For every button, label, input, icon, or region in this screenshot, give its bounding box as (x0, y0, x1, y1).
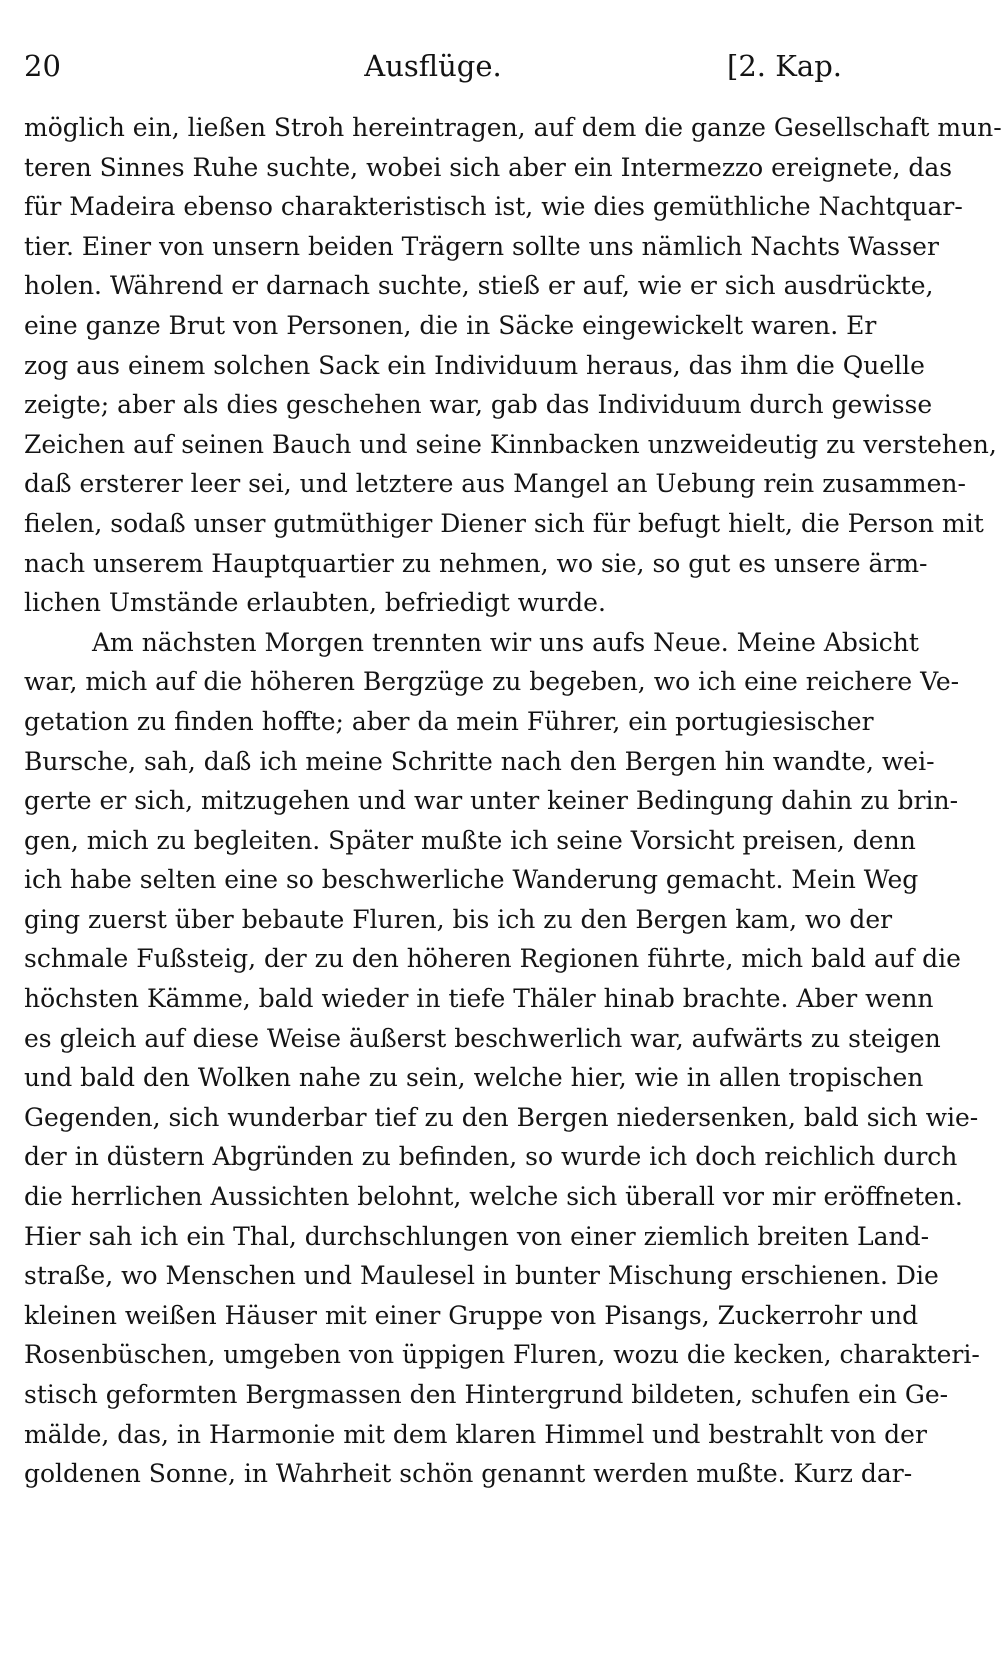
text-line: ich habe selten eine so beschwerliche Wanderung gemacht. Mein Weg (24, 865, 919, 895)
text-line: der in düstern Abgründen zu befinden, so wurde ich doch reichlich durch (24, 1142, 958, 1172)
text-line: fielen, sodaß unser gutmüthiger Diener sich für befugt hielt, die Person mit (24, 508, 984, 538)
text-line: nach unserem Hauptquartier zu nehmen, wo sie, so gut es unsere ärm- (24, 548, 928, 578)
text-line: zeigte; aber als dies geschehen war, gab das Individuum durch gewisse (24, 390, 933, 420)
text-line: möglich ein, ließen Stroh hereintragen, auf dem die ganze Gesellschaft mun- (24, 113, 1002, 142)
text-line: zog aus einem solchen Sack ein Individuum heraus, das ihm die Quelle (24, 350, 925, 380)
text-line: getation zu finden hoffte; aber da mein Führer, ein portugiesischer (24, 706, 874, 736)
text-line: gerte er sich, mitzugehen und war unter keiner Bedingung dahin zu brin- (24, 786, 959, 816)
text-line: tier. Einer von unsern beiden Trägern sollte uns nämlich Nachts Wasser (24, 231, 939, 261)
text-line: schmale Fußsteig, der zu den höheren Regionen führte, mich bald auf die (24, 944, 961, 974)
text-line: war, mich auf die höheren Bergzüge zu begeben, wo ich eine reichere Ve- (24, 667, 960, 697)
text-line: lichen Umstände erlaubten, befriedigt wurde. (24, 588, 606, 618)
text-line: Am nächsten Morgen trennten wir uns aufs Neue. Meine Absicht (92, 627, 919, 657)
page-header (24, 44, 842, 88)
text-line: goldenen Sonne, in Wahrheit schön genannt werden mußte. Kurz dar- (24, 1459, 913, 1489)
body-text (24, 108, 1002, 1494)
text-line: Zeichen auf seinen Bauch und seine Kinnbacken unzweideutig zu verstehen, (24, 429, 997, 459)
text-line: teren Sinnes Ruhe suchte, wobei sich aber ein Intermezzo ereignete, das (24, 152, 953, 182)
text-line: die herrlichen Aussichten belohnt, welche sich überall vor mir eröffneten. (24, 1182, 963, 1212)
text-line: höchsten Kämme, bald wieder in tiefe Thäler hinab brachte. Aber wenn (24, 984, 934, 1014)
text-line: straße, wo Menschen und Maulesel in bunter Mischung erschienen. Die (24, 1261, 939, 1291)
text-line: Bursche, sah, daß ich meine Schritte nach den Bergen hin wandte, wei- (24, 746, 935, 776)
text-line: Rosenbüschen, umgeben von üppigen Fluren, wozu die kecken, charakteri- (24, 1340, 980, 1370)
text-line: für Madeira ebenso charakteristisch ist, wie dies gemüthliche Nachtquar- (24, 192, 963, 222)
text-line: mälde, das, in Harmonie mit dem klaren Himmel und bestrahlt von der (24, 1419, 927, 1449)
text-line: daß ersterer leer sei, und letztere aus Mangel an Uebung rein zusammen- (24, 469, 966, 499)
text-line: und bald den Wolken nahe zu sein, welche hier, wie in allen tropischen (24, 1063, 924, 1093)
text-line: holen. Während er darnach suchte, stieß er auf, wie er sich ausdrückte, (24, 271, 934, 301)
text-line: Hier sah ich ein Thal, durchschlungen von einer ziemlich breiten Land- (24, 1221, 930, 1251)
text-line: es gleich auf diese Weise äußerst beschwerlich war, aufwärts zu steigen (24, 1023, 941, 1053)
text-line: kleinen weißen Häuser mit einer Gruppe von Pisangs, Zuckerrohr und (24, 1300, 919, 1330)
text-line: ging zuerst über bebaute Fluren, bis ich zu den Bergen kam, wo der (24, 904, 893, 934)
running-title: Ausflüge. (364, 49, 502, 83)
chapter-reference: [2. Kap. (727, 49, 842, 83)
text-line: eine ganze Brut von Personen, die in Säcke eingewickelt waren. Er (24, 310, 877, 340)
text-line: Gegenden, sich wunderbar tief zu den Bergen niedersenken, bald sich wie- (24, 1102, 979, 1132)
text-line: stisch geformten Bergmassen den Hintergrund bildeten, schufen ein Ge- (24, 1380, 949, 1409)
page-number: 20 (24, 49, 61, 83)
text-line: gen, mich zu begleiten. Später mußte ich seine Vorsicht preisen, denn (24, 825, 916, 855)
